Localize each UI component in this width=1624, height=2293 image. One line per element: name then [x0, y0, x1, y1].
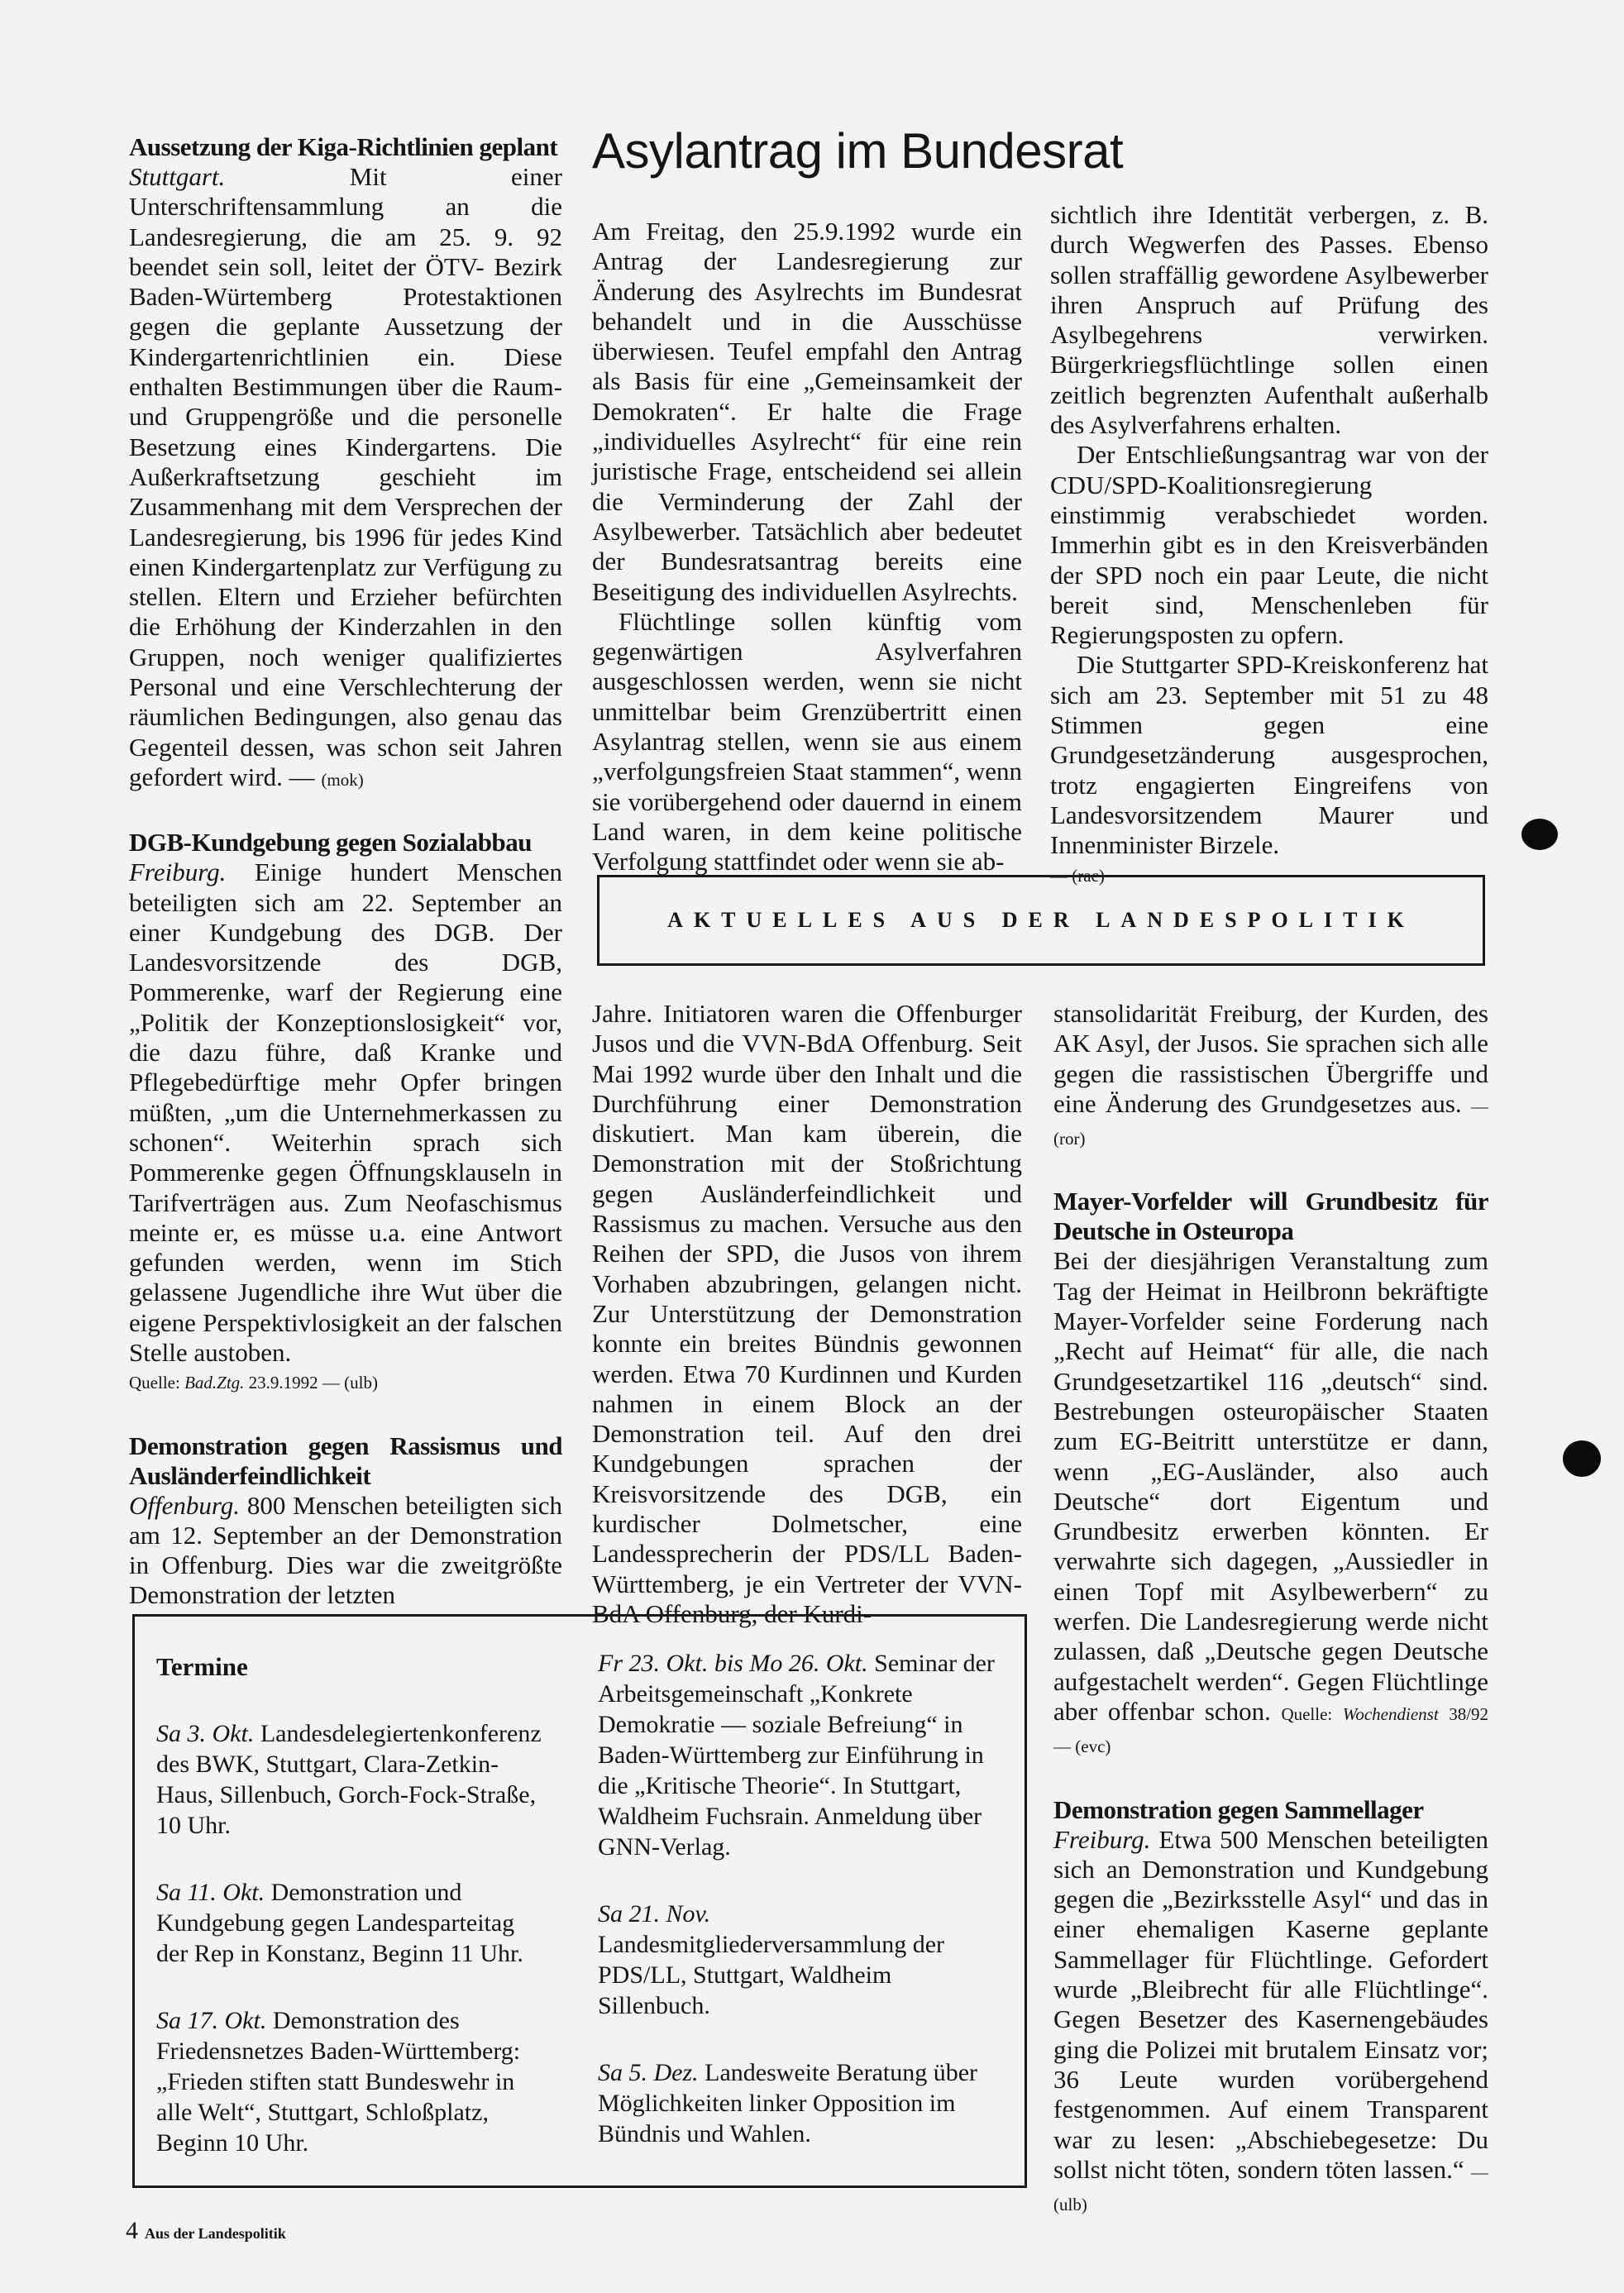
- article-body: Flüchtlinge sollen künftig vom gegenwärtigen Asylverfahren ausgeschlossen werden, wenn sie nicht unmittelbar beim Grenzübertritt einen Asylantrag stellen, wenn sie aus einem „verfolgungsfreien Staat stammen“, wenn sie vorübergehend oder dauernd in einem Land waren, in dem keine politische Verfolgung stattfindet oder wenn sie ab-: [592, 606, 1022, 877]
- article-mayer-vorfelder: [1053, 1187, 1488, 1761]
- asyl-column-1: [592, 217, 1022, 877]
- article-headline: DGB-Kundgebung gegen Sozialabbau: [129, 828, 533, 857]
- asyl-column-2: [1050, 200, 1488, 891]
- punch-hole-decoration: [1521, 819, 1558, 850]
- article-offenburg: [129, 1431, 562, 1611]
- article-headline: Demonstration gegen Sammellager: [1053, 1794, 1424, 1824]
- article-body: Bei der diesjährigen Veranstaltung zum Tag der Heimat in Heilbronn bekräftigte Mayer-Vorfelder seine Forderung nach „Recht auf Heimat“ für alle, die nach Grundgesetzartikel 116 „deutsch“ sind. Bestrebungen osteuropäischer Staaten zum EG-Beitritt unterstütze er dann, wenn „EG-Ausländer, also auch Deutsche“ dort Eigentum und Grundbesitz erwerben könnten. Er verwahrte sich dagegen, „Aussiedler in einen Topf mit Asylbewerbern“ zu werfen. Die Landesregierung werde nicht zulassen, daß „Deutsche gegen Deutsche aufgestachelt werden“. Gegen Flüchtlinge aber offenbar schon.: [1053, 1246, 1488, 1726]
- source-label: Quelle:: [129, 1373, 180, 1393]
- article-dgb: [129, 828, 562, 1397]
- author-sig: — (ror): [1053, 1096, 1488, 1149]
- event-text: Seminar der Arbeitsgemeinschaft „Konkrete Demokratie — soziale Befreiung“ in Baden-Württemberg zur Einführung in die „Kritische Theorie“. In Stuttgart, Waldheim Fuchsrain. Anmeldung über GNN-Verlag.: [598, 1650, 995, 1861]
- event-item: [156, 1718, 545, 1841]
- event-item: [156, 2005, 545, 2158]
- page-number: 4: [126, 2217, 138, 2244]
- source-rest: 38/92 — (evc): [1053, 1703, 1489, 1757]
- page-title: Asylantrag im Bundesrat: [592, 123, 1124, 179]
- section-label: Aus der Landespolitik: [145, 2225, 286, 2242]
- source-name: Wochendienst: [1342, 1703, 1439, 1724]
- right-column: [1053, 999, 1488, 2219]
- event-date: Fr 23. Okt. bis Mo 26. Okt.: [598, 1650, 868, 1677]
- event-date: Sa 17. Okt.: [156, 2007, 267, 2034]
- termine-left: [156, 1651, 545, 2195]
- middle-column: [592, 999, 1022, 1629]
- article-body: Etwa 500 Menschen beteiligten sich an Demonstration und Kundgebung gegen die „Bezirksstelle Asyl“ und das in einer ehemaligen Kaserne geplante Sammellager für Flüchtlinge. Gefordert wurde „Bleibrecht für alle Flüchtlinge“. Gegen Besetzer des Kasernengebäudes ging die Polizei mit brutalem Einsatz vor; 36 Leute wurden vorübergehend festgenommen. Auf einem Transparent war zu lesen: „Abschiebegesetze: Du sollst nicht töten, sondern töten lassen.“: [1053, 1824, 1488, 2184]
- article-body: Mit einer Unterschriftensammlung an die Landesregierung, die am 25. 9. 92 beendet sein soll, leitet der ÖTV- Bezirk Baden-Würtemberg Protestaktionen gegen die geplante Aussetzung der Kindergartenrichtlinien ein. Diese enthalten Bestimmungen über die Raum- und Gruppengröße und die personelle Besetzung eines Kindergartens. Die Außerkraftsetzung geschieht im Zusammenhang mit dem Versprechen der Landesregierung, bis 1996 für jedes Kind einen Kindergartenplatz zur Verfügung zu stellen. Eltern und Erzieher befürchten die Erhöhung der Kinderzahlen in den Gruppen, noch weniger qualifiziertes Personal und eine Verschlechterung der räumlichen Bedingungen, also genau das Gegenteil dessen, was schon seit Jahren gefordert wird. —: [129, 162, 563, 791]
- termine-right: [598, 1648, 995, 2186]
- event-item: [156, 1877, 545, 1969]
- article-body: Die Stuttgarter SPD-Kreiskonferenz hat sich am 23. September mit 51 zu 48 Stimmen gegen eine Grundgesetzänderung ausgesprochen, trotz engagierten Eingreifens von Landesvorsitzendem Maurer und Innenminister Birzele.: [1050, 650, 1488, 860]
- left-column: [129, 132, 562, 1611]
- article-body: 800 Menschen beteiligten sich am 12. September an der Demonstration in Offenburg. Dies war die zweitgrößte Demonstration der letzten: [129, 1490, 563, 1610]
- source-label: Quelle:: [1281, 1703, 1333, 1724]
- event-date: Sa 3. Okt.: [156, 1720, 255, 1747]
- article-body: sichtlich ihre Identität verbergen, z. B. durch Wegwerfen des Passes. Ebenso sollen straffällig gewordene Asylbewerber ihren Anspruch auf Prüfung des Asylbegehrens verwirken. Bürgerkriegsflüchtlinge sollen einen zeitlich begrenzten Aufenthalt außerhalb des Asylverfahrens erhalten.: [1050, 200, 1488, 440]
- banner-label: AKTUELLES AUS DER LANDESPOLITIK: [667, 908, 1415, 932]
- article-body: Jahre. Initiatoren waren die Offenburger Jusos und die VVN-BdA Offenburg. Seit Mai 1992 wurde über den Inhalt und die Durchführung einer Demonstration diskutiert. Man kam überein, die Demonstration mit der Stoßrichtung gegen Ausländerfeindlichkeit und Rassismus zu machen. Versuche aus den Reihen der SPD, die Jusos von ihrem Vorhaben abzubringen, gelangen nicht. Zur Unterstützung der Demonstration konnte ein breites Bündnis gewonnen werden. Etwa 70 Kurdinnen und Kurden nahmen in einem Block an der Demonstration teil. Auf den drei Kundgebungen sprachen der Kreisvorsitzende des DGB, ein kurdischer Dolmetscher, eine Landessprecherin der PDS/LL Baden-Württemberg, je ein Vertreter der VVN-BdA Offenburg, der Kurdi-: [592, 999, 1022, 1628]
- article-headline: Demonstration gegen Rassismus und Ausländerfeindlichkeit: [129, 1431, 562, 1490]
- event-item: [598, 2057, 995, 2149]
- dateline: Freiburg.: [129, 857, 227, 887]
- termine-box: [132, 1614, 1027, 2188]
- event-date: Sa 11. Okt.: [156, 1879, 265, 1906]
- article-kiga: [129, 132, 562, 795]
- author-sig: — (rac): [1050, 865, 1105, 886]
- source-rest: 23.9.1992 — (ulb): [248, 1373, 378, 1393]
- dateline: Stuttgart.: [129, 162, 226, 191]
- event-date: Sa 21. Nov.: [598, 1900, 711, 1928]
- event-text: Demonstration des Friedensnetzes Baden-Württemberg: „Frieden stiften statt Bundeswehr in alle Welt“, Stuttgart, Schloßplatz, Beginn 10 Uhr.: [156, 2007, 521, 2157]
- termine-title: Termine: [156, 1652, 248, 1681]
- article-headline: Mayer-Vorfelder will Grundbesitz für Deutsche in Osteuropa: [1053, 1187, 1488, 1246]
- article-continuation: [1053, 999, 1488, 1154]
- author-sig: — (ulb): [1053, 2162, 1488, 2215]
- section-banner: [597, 875, 1485, 966]
- event-text: Demonstration und Kundgebung gegen Landesparteitag der Rep in Konstanz, Beginn 11 Uhr.: [156, 1879, 523, 1967]
- article-body: Einige hundert Menschen beteiligten sich am 22. September an einer Kundgebung des DGB. Der Landesvorsitzende des DGB, Pommerenke, warf der Regierung eine „Politik der Konzeptionslosigkeit“ vor, die dazu führe, daß Kranke und Pflegebedürftige mehr Opfer bringen müßten, „um die Unternehmerkassen zu schonen“. Weiterhin sprach sich Pommerenke gegen Öffnungsklauseln in Tarifverträgen aus. Zum Neofaschismus meinte er, es müsse u.a. eine Antwort gefunden werden, wenn im Stich gelassene Jugendliche ihre Wut über die eigene Perspektivlosigkeit an der falschen Stelle austoben.: [129, 857, 562, 1367]
- page-footer: [126, 2216, 286, 2248]
- dateline: Offenburg.: [129, 1490, 241, 1520]
- punch-hole-decoration: [1563, 1440, 1601, 1477]
- article-headline: Aussetzung der Kiga-Richtlinien geplant: [129, 132, 558, 161]
- event-text: Landesdelegiertenkonferenz des BWK, Stuttgart, Clara-Zetkin-Haus, Sillenbuch, Gorch-Fock-Straße, 10 Uhr.: [156, 1720, 542, 1839]
- event-item: [598, 1899, 995, 2021]
- article-sammellager: [1053, 1795, 1488, 2220]
- author-sig: (mok): [321, 769, 364, 790]
- article-body: stansolidarität Freiburg, der Kurden, des AK Asyl, der Jusos. Sie sprachen sich alle gegen die rassistischen Übergriffe und eine Änderung des Grundgesetzes aus.: [1053, 999, 1488, 1118]
- event-text: Landesmitgliederversammlung der PDS/LL, Stuttgart, Waldheim Sillenbuch.: [598, 1931, 945, 2019]
- event-item: [598, 1648, 995, 1862]
- dateline: Freiburg.: [1053, 1824, 1151, 1854]
- event-date: Sa 5. Dez.: [598, 2059, 699, 2086]
- article-body: Der Entschließungsantrag war von der CDU/SPD-Koalitionsregierung einstimmig verabschiedet worden. Immerhin gibt es in den Kreisverbänden der SPD noch ein paar Leute, die nicht bereit sind, Menschenleben für Regierungsposten zu opfern.: [1050, 440, 1488, 650]
- event-text: Landesweite Beratung über Möglichkeiten linker Opposition im Bündnis und Wahlen.: [598, 2059, 978, 2147]
- article-body: Am Freitag, den 25.9.1992 wurde ein Antrag der Landesregierung zur Änderung des Asylrechts im Bundesrat behandelt und in die Ausschüsse überwiesen. Teufel empfahl den Antrag als Basis für eine „Gemeinsamkeit der Demokraten“. Er halte die Frage „individuelles Asylrecht“ für eine rein juristische Frage, entscheidend sei allein die Verminderung der Zahl der Asylbewerber. Tatsächlich aber bedeutet der Bundesratsantrag bereits eine Beseitigung des individuellen Asylrechts.: [592, 217, 1022, 606]
- source-name: Bad.Ztg.: [184, 1373, 245, 1393]
